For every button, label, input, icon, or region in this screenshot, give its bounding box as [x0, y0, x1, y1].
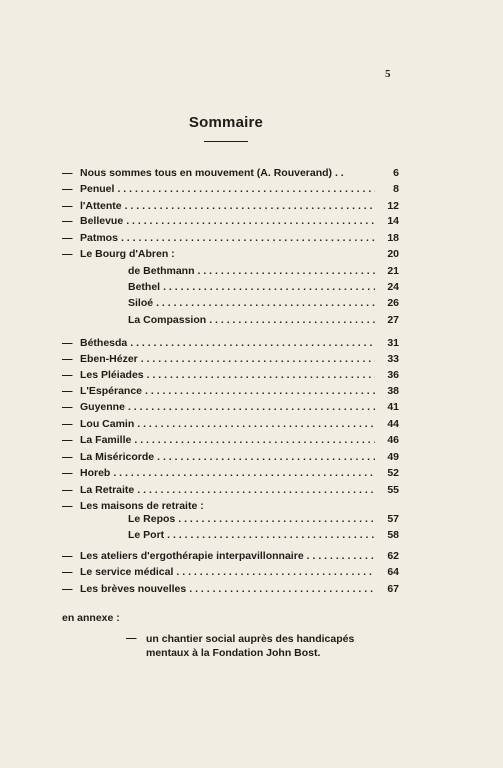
- toc-entry-label: Bethel: [128, 281, 161, 293]
- toc-entry-page: 36: [387, 369, 399, 381]
- toc-entry-label: La Compassion: [128, 314, 207, 326]
- toc-leader-dots: [189, 583, 375, 595]
- toc-entry-page: 18: [387, 232, 399, 244]
- annex-label: en annexe :: [62, 612, 120, 624]
- toc-entry-dash: —: [62, 369, 73, 381]
- toc-entry-page: 20: [387, 248, 399, 260]
- toc-entry-dash: —: [62, 451, 73, 463]
- toc-entry: [62, 183, 399, 197]
- toc-leader-dots: [157, 451, 375, 463]
- toc-entry-page: 58: [387, 529, 399, 541]
- toc-entry-dash: —: [62, 200, 73, 212]
- toc-entry-label: Le Port: [128, 529, 165, 541]
- toc-entry-page: 33: [387, 353, 399, 365]
- toc-entry-label: La Miséricorde: [80, 451, 155, 463]
- toc-entry-page: 52: [387, 467, 399, 479]
- toc-entry-label: Eben-Hézer: [80, 353, 138, 365]
- toc-entry: [62, 353, 399, 367]
- toc-entry-page: 67: [387, 583, 399, 595]
- toc-leader-dots: [134, 434, 375, 446]
- toc-entry: [62, 232, 399, 246]
- toc-entry-dash: —: [62, 167, 73, 179]
- toc-entry-dash: —: [62, 232, 73, 244]
- toc-entry-page: 64: [387, 566, 399, 578]
- toc-entry: [62, 566, 399, 580]
- toc-entry: [62, 200, 399, 214]
- toc-leader-dots: [156, 297, 375, 309]
- toc-entry-label: l'Attente: [80, 200, 122, 212]
- toc-entry: [62, 248, 399, 262]
- toc-entry-page: 38: [387, 385, 399, 397]
- toc-entry-dash: —: [62, 583, 73, 595]
- toc-entry-label: Nous sommes tous en mouvement (A. Rouverand) . .: [80, 167, 344, 179]
- toc-entry-label: Les ateliers d'ergothérapie interpavillonnaire: [80, 550, 304, 562]
- toc-entry-page: 55: [387, 484, 399, 496]
- toc-leader-dots: [126, 215, 375, 227]
- toc-entry: [62, 401, 399, 415]
- toc-entry: [62, 167, 399, 181]
- toc-entry-label: Horeb: [80, 467, 111, 479]
- toc-entry-label: Les Pléiades: [80, 369, 144, 381]
- toc-entry-dash: —: [62, 337, 73, 349]
- toc-entry-page: 8: [393, 183, 399, 195]
- toc-entry: [62, 434, 399, 448]
- toc-leader-dots: [121, 232, 375, 244]
- toc-entry: [62, 467, 399, 481]
- page-number: 5: [385, 68, 391, 80]
- toc-entry-page: 21: [387, 265, 399, 277]
- toc-leader-dots: [113, 467, 375, 479]
- toc-leader-dots: [163, 281, 375, 293]
- toc-leader-dots: [130, 337, 375, 349]
- toc-leader-dots: [209, 314, 375, 326]
- toc-entry-label: Penuel: [80, 183, 115, 195]
- toc-entry-label: de Bethmann: [128, 265, 195, 277]
- toc-entry-page: 46: [387, 434, 399, 446]
- toc-entry-label: Guyenne: [80, 401, 125, 413]
- toc-entry-dash: —: [62, 418, 73, 430]
- toc-leader-dots: [137, 484, 375, 496]
- toc-leader-dots: [117, 183, 375, 195]
- toc-leader-dots: [128, 401, 375, 413]
- toc-entry-page: 12: [387, 200, 399, 212]
- toc-entry-dash: —: [62, 248, 73, 260]
- toc-entry-dash: —: [62, 401, 73, 413]
- toc-entry-label: Lou Camin: [80, 418, 135, 430]
- toc-entry-label: Le Repos: [128, 513, 176, 525]
- toc-entry-dash: —: [62, 385, 73, 397]
- toc-entry-dash: —: [62, 566, 73, 578]
- toc-entry: [128, 314, 399, 328]
- toc-leader-dots: [176, 566, 375, 578]
- toc-entry-page: 31: [387, 337, 399, 349]
- annex-text: un chantier social auprès des handicapés mentaux à la Fondation John Bost.: [146, 633, 355, 659]
- toc-entry: [62, 215, 399, 229]
- toc-entry-label: L'Espérance: [80, 385, 143, 397]
- toc-entry-dash: —: [62, 550, 73, 562]
- toc-entry-dash: —: [62, 484, 73, 496]
- toc-entry-label: Les brèves nouvelles: [80, 583, 187, 595]
- page-title: Sommaire: [188, 114, 264, 131]
- toc-entry: [128, 297, 399, 311]
- toc-leader-dots: [198, 265, 375, 277]
- toc-entry: [128, 265, 399, 279]
- toc-entry: [62, 418, 399, 432]
- toc-entry-label: La Famille: [80, 434, 132, 446]
- toc-entry-label: Les maisons de retraite :: [80, 500, 204, 512]
- toc-entry-label: Béthesda: [80, 337, 128, 349]
- toc-entry-label: Siloé: [128, 297, 154, 309]
- toc-entry-label: Le Bourg d'Abren :: [80, 248, 175, 260]
- toc-entry: [62, 337, 399, 351]
- toc-entry: [62, 583, 399, 597]
- toc-entry-dash: —: [62, 467, 73, 479]
- toc-entry: [128, 281, 399, 295]
- toc-entry: [62, 500, 399, 514]
- toc-leader-dots: [167, 529, 375, 541]
- toc-entry-page: 41: [387, 401, 399, 413]
- toc-leader-dots: [307, 550, 375, 562]
- toc-entry: [128, 529, 399, 543]
- toc-entry: [62, 484, 399, 498]
- toc-leader-dots: [137, 418, 375, 430]
- toc-entry-page: 57: [387, 513, 399, 525]
- toc-entry: [62, 385, 399, 399]
- toc-leader-dots: [125, 200, 375, 212]
- title-underline: [204, 141, 248, 142]
- toc-entry-label: La Retraite: [80, 484, 135, 496]
- toc-entry-page: 14: [387, 215, 399, 227]
- toc-entry-page: 24: [387, 281, 399, 293]
- toc-entry-dash: —: [62, 434, 73, 446]
- toc-entry-dash: —: [62, 183, 73, 195]
- toc-entry-page: 6: [393, 167, 399, 179]
- toc-entry-dash: —: [62, 500, 73, 512]
- toc-entry-label: Le service médical: [80, 566, 174, 578]
- toc-entry: [128, 513, 399, 527]
- toc-leader-dots: [145, 385, 375, 397]
- toc-entry-dash: —: [62, 215, 73, 227]
- toc-entry-dash: —: [62, 353, 73, 365]
- toc-leader-dots: [147, 369, 375, 381]
- annex-dash: —: [126, 632, 137, 644]
- toc-leader-dots: [141, 353, 375, 365]
- toc-entry: [62, 550, 399, 564]
- toc-entry-page: 44: [387, 418, 399, 430]
- toc-entry-page: 27: [387, 314, 399, 326]
- toc-entry-label: Bellevue: [80, 215, 124, 227]
- toc-leader-dots: [178, 513, 375, 525]
- toc-entry-page: 49: [387, 451, 399, 463]
- toc-entry: [62, 451, 399, 465]
- toc-entry-page: 26: [387, 297, 399, 309]
- toc-entry-label: Patmos: [80, 232, 118, 244]
- toc-entry-page: 62: [387, 550, 399, 562]
- toc-entry: [62, 369, 399, 383]
